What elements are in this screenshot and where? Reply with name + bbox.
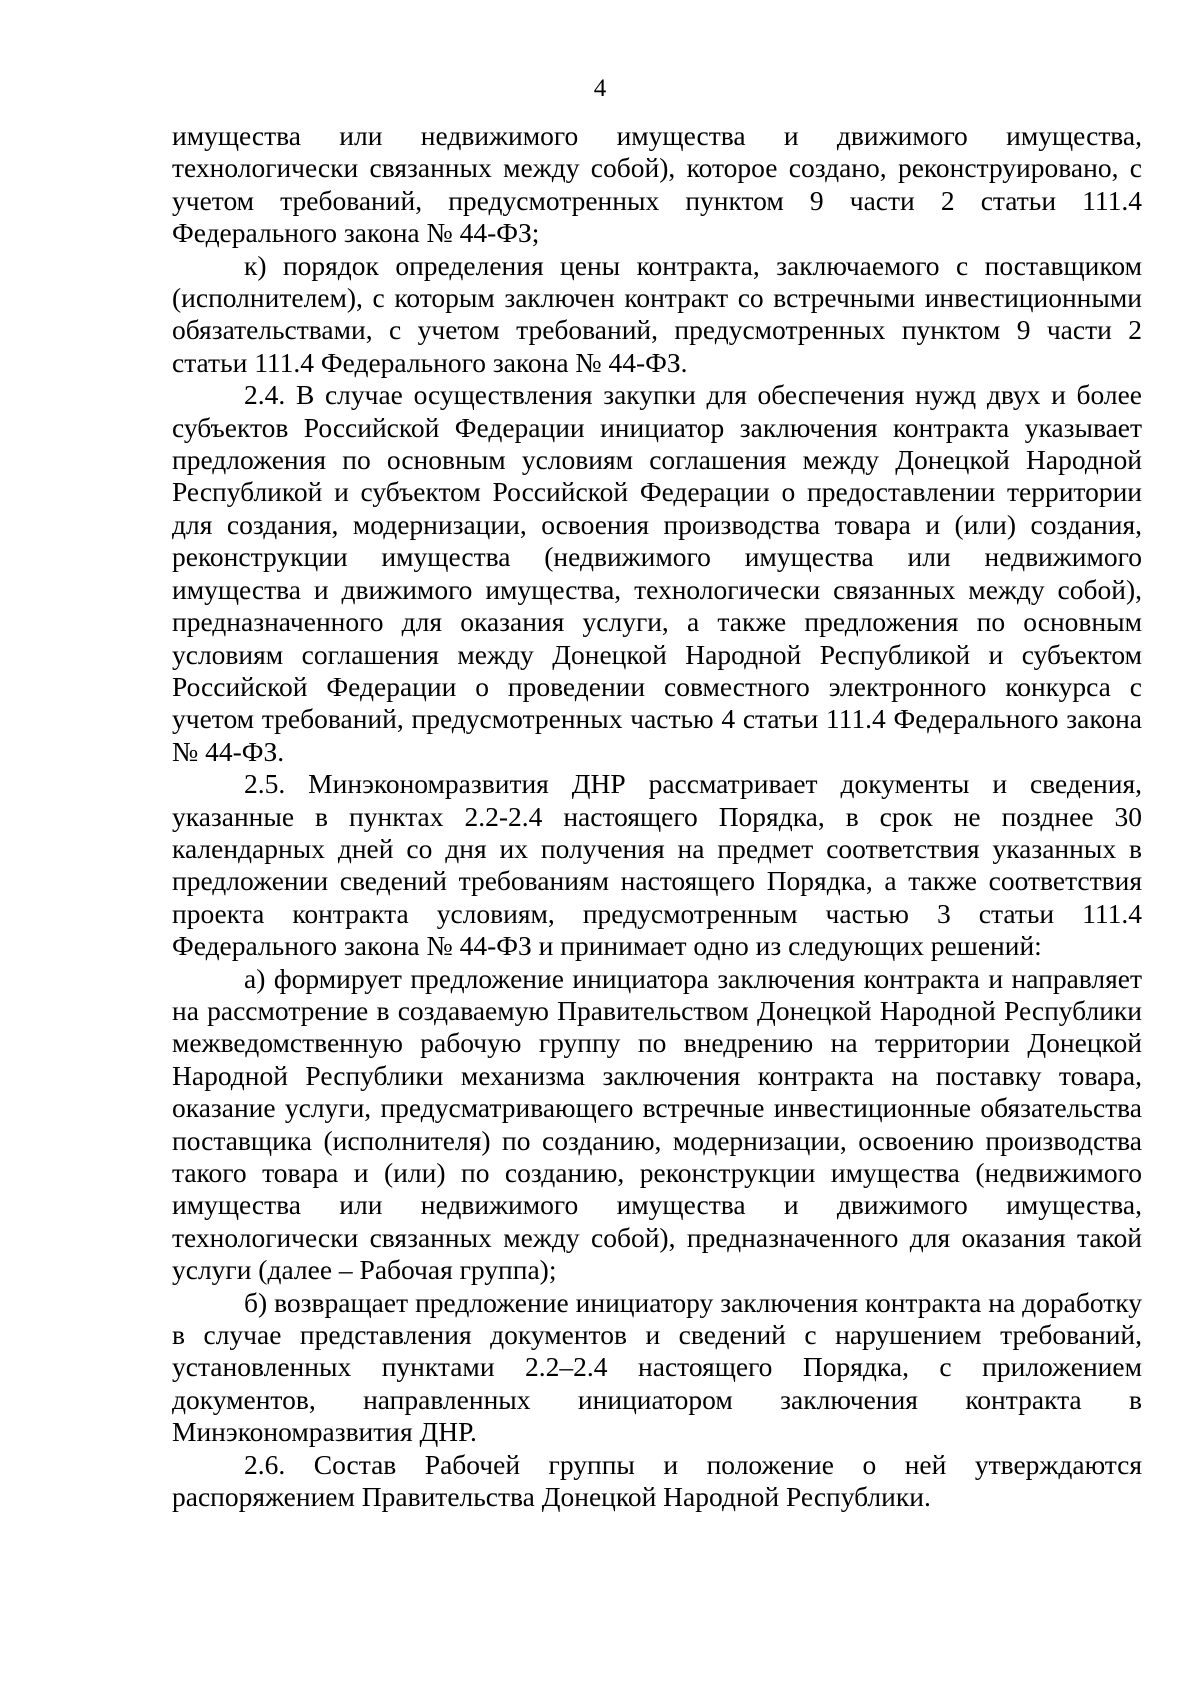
document-body bbox=[172, 120, 1142, 1513]
paragraph-item-b: б) возвращает предложение инициатору заключения контракта на доработку в случае представления документов и сведений с нарушением требований, установленных пунктами 2.2–2.4 настоящего Порядка, с приложением документов, направленных инициатором заключения контракта в Минэкономразвития ДНР. bbox=[172, 1286, 1142, 1448]
page-number: 4 bbox=[593, 75, 607, 102]
paragraph-item-k: к) порядок определения цены контракта, заключаемого с поставщиком (исполнителем), с которым заключен контракт со встречными инвестиционными обязательствами, с учетом требований, предусмотренных пунктом 9 части 2 статьи 111.4 Федерального закона № 44-ФЗ. bbox=[172, 249, 1142, 378]
paragraph-continuation: имущества или недвижимого имущества и движимого имущества, технологически связанных между собой), которое создано, реконструировано, с учетом требований, предусмотренных пунктом 9 части 2 статьи 111.4 Федерального закона № 44-ФЗ; bbox=[172, 120, 1142, 249]
paragraph-section-2-6: 2.6. Состав Рабочей группы и положение о ней утверждаются распоряжением Правительства Донецкой Народной Республики. bbox=[172, 1448, 1142, 1513]
paragraph-item-a: а) формирует предложение инициатора заключения контракта и направляет на рассмотрение в создаваемую Правительством Донецкой Народной Республики межведомственную рабочую группу по внедрению на территории Донецкой Народной Республики механизма заключения контракта на поставку товара, оказание услуги, предусматривающего встречные инвестиционные обязательства поставщика (исполнителя) по созданию, модернизации, освоению производства такого товара и (или) по созданию, реконструкции имущества (недвижимого имущества или недвижимого имущества и движимого имущества, технологически связанных между собой), предназначенного для оказания такой услуги (далее – Рабочая группа); bbox=[172, 962, 1142, 1286]
paragraph-section-2-5: 2.5. Минэкономразвития ДНР рассматривает документы и сведения, указанные в пунктах 2.2-2.4 настоящего Порядка, в срок не позднее 30 календарных дней со дня их получения на предмет соответствия указанных в предложении сведений требованиям настоящего Порядка, а также соответствия проекта контракта условиям, предусмотренным частью 3 статьи 111.4 Федерального закона № 44-ФЗ и принимает одно из следующих решений: bbox=[172, 768, 1142, 962]
paragraph-section-2-4: 2.4. В случае осуществления закупки для обеспечения нужд двух и более субъектов Российской Федерации инициатор заключения контракта указывает предложения по основным условиям соглашения между Донецкой Народной Республикой и субъектом Российской Федерации о предоставлении территории для создания, модернизации, освоения производства товара и (или) создания, реконструкции имущества (недвижимого имущества или недвижимого имущества и движимого имущества, технологически связанных между собой), предназначенного для оказания услуги, а также предложения по основным условиям соглашения между Донецкой Народной Республикой и субъектом Российской Федерации о проведении совместного электронного конкурса с учетом требований, предусмотренных частью 4 статьи 111.4 Федерального закона № 44-ФЗ. bbox=[172, 379, 1142, 767]
